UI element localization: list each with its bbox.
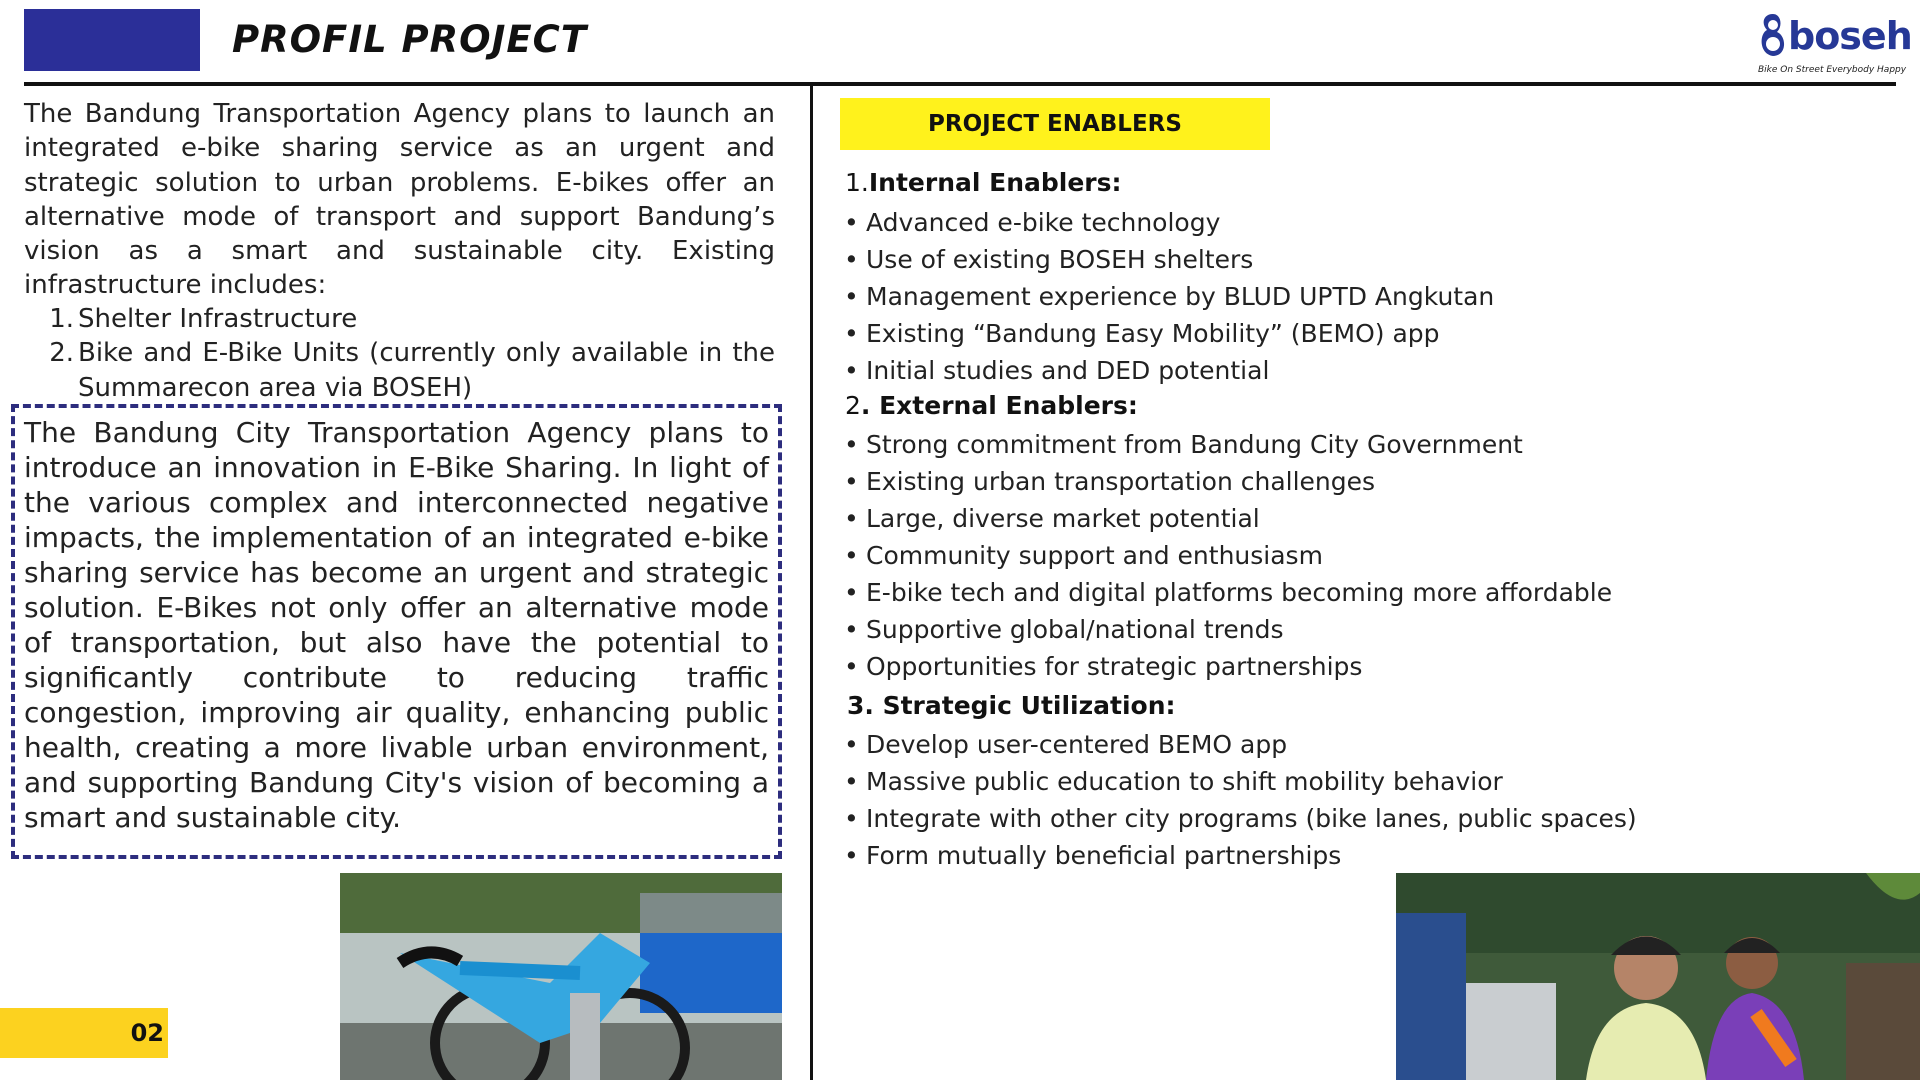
- section-banner-title: PROJECT ENABLERS: [928, 111, 1182, 137]
- list-item: [24, 302, 775, 336]
- list-item: • Management experience by BLUD UPTD Angkutan: [844, 278, 1494, 315]
- list-item: • Use of existing BOSEH shelters: [844, 241, 1494, 278]
- external-enablers-list: [844, 426, 1612, 685]
- list-item: • Existing “Bandung Easy Mobility” (BEMO) app: [844, 315, 1494, 352]
- list-item: • Massive public education to shift mobility behavior: [844, 763, 1637, 800]
- page-title: PROFIL PROJECT: [232, 18, 588, 61]
- ebike-station-photo: [340, 873, 782, 1080]
- list-item: • Strong commitment from Bandung City Government: [844, 426, 1612, 463]
- list-item: • E-bike tech and digital platforms becoming more affordable: [844, 574, 1612, 611]
- header-color-block: [24, 9, 200, 71]
- page-number: 02: [130, 1019, 164, 1047]
- cyclists-illustration: [1396, 873, 1920, 1080]
- intro-paragraph: The Bandung Transportation Agency plans to launch an integrated e-bike sharing service as an urgent and strategic solution to urban problems. E-bikes offer an alternative mode of transport and support Bandung’s vision as a smart and sustainable city. Existing infrastructure includes:: [24, 99, 775, 301]
- heading-number: 1.: [845, 168, 869, 197]
- highlight-box-text: The Bandung City Transportation Agency plans to introduce an innovation in E-Bike Sharing. In light of the various complex and interconnected negative impacts, the implementation of an integrated e-bike sharing service has become an urgent and strategic solution. E-Bikes not only offer an alternative mode of transportation, but also have the potential to significantly contribute to reducing traffic congestion, improving air quality, enhancing public health, creating a more livable urban environment, and supporting Bandung City's vision of becoming a smart and sustainable city.: [24, 416, 769, 834]
- column-divider: [810, 85, 813, 1080]
- logo-mark-icon: [1755, 10, 1791, 60]
- list-number: 1.: [49, 304, 74, 334]
- external-enablers-heading: [845, 391, 1138, 420]
- list-item: • Initial studies and DED potential: [844, 352, 1494, 389]
- list-item: • Develop user-centered BEMO app: [844, 726, 1637, 763]
- list-item: • Advanced e-bike technology: [844, 204, 1494, 241]
- list-item: • Form mutually beneficial partnerships: [844, 837, 1637, 874]
- header-divider: [24, 82, 1896, 86]
- strategic-utilization-list: [844, 726, 1637, 874]
- logo-wordmark: boseh: [1788, 14, 1912, 58]
- list-item: • Community support and enthusiasm: [844, 537, 1612, 574]
- internal-enablers-heading: [845, 168, 1122, 197]
- list-item: • Existing urban transportation challenges: [844, 463, 1612, 500]
- list-item-text: Bike and E-Bike Units (currently only available in the Summarecon area via BOSEH): [78, 338, 775, 403]
- heading-text: 3. Strategic Utilization:: [847, 691, 1176, 720]
- infrastructure-list: [24, 302, 775, 405]
- cyclists-photo: [1396, 873, 1920, 1080]
- list-item-text: Shelter Infrastructure: [78, 304, 358, 334]
- logo-tagline: Bike On Street Everybody Happy: [1758, 65, 1907, 75]
- list-item: [24, 336, 775, 405]
- list-item: • Integrate with other city programs (bike lanes, public spaces): [844, 800, 1637, 837]
- heading-text: Internal Enablers:: [868, 168, 1122, 197]
- heading-text: . External Enablers:: [860, 391, 1138, 420]
- list-item: • Large, diverse market potential: [844, 500, 1612, 537]
- internal-enablers-list: [844, 204, 1494, 389]
- list-item: • Supportive global/national trends: [844, 611, 1612, 648]
- list-item: • Opportunities for strategic partnerships: [844, 648, 1612, 685]
- heading-number: 2: [845, 391, 861, 420]
- ebike-station-illustration: [340, 873, 782, 1080]
- list-number: 2.: [49, 338, 74, 369]
- strategic-utilization-heading: [847, 691, 1176, 720]
